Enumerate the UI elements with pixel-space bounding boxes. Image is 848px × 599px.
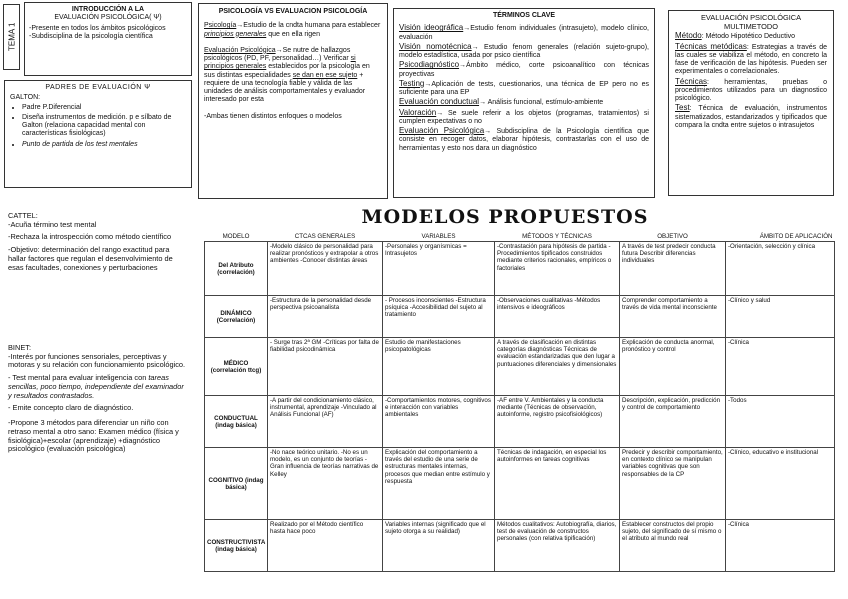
- intro-title-1: INTRODUCCIÓN A LA: [71, 6, 145, 13]
- term: Psicología: [204, 22, 237, 30]
- table-cell: -A partir del condicionamiento clásico, instrumental, aprendizaje -Vinculado al Análisis Funcional (AF): [268, 396, 383, 448]
- table-cell: - Surge tras 2ª GM -Críticas por falta de fiabilidad psicodinámica: [268, 338, 383, 396]
- table-cell: Comprender comportamiento a través de vida mental inconsciente: [620, 296, 726, 338]
- cattel-section: [8, 212, 188, 272]
- term: Visión ideográfica: [399, 23, 464, 33]
- cattel-label: CATTEL:: [8, 211, 38, 220]
- header-cell: ÁMBITO DE APLICACIÓN: [726, 232, 835, 242]
- header-cell: MODELO: [205, 232, 268, 242]
- term: Evaluación conductual: [399, 97, 480, 107]
- terminos-box: [393, 8, 655, 198]
- table-cell: -Modelo clásico de personalidad para realizar pronósticos y extrapolar a otros ambientes -Conocer distintas áreas: [268, 242, 383, 296]
- intro-box: [24, 2, 192, 76]
- termino-item: [399, 108, 649, 127]
- table-row: [205, 520, 835, 572]
- term: Test: [675, 103, 690, 113]
- term: Técnicas: [675, 76, 708, 86]
- row-label: MÉDICO (correlación ttcg): [205, 338, 268, 396]
- table-cell: Realizado por el Método científico hasta hace poco: [268, 520, 383, 572]
- ep-tecnicas-metodicas: [675, 42, 827, 77]
- binet-line: [8, 374, 188, 400]
- galton-label: GALTON:: [10, 94, 41, 102]
- termino-item: [399, 42, 649, 61]
- table-cell: -Personales y organísmicas = Intrasujetos: [383, 242, 495, 296]
- table-row: [205, 396, 835, 448]
- text: + requiere de una tecnología fiable y válida de las unidades de análisis comportamentales y evaluador interesado por esta: [204, 71, 366, 104]
- cattel-line: -Objetivo: determinación del rango exactitud para hallar factores que regulan el desenvolvimiento de esas facultades, conexiones y perturbaciones: [8, 245, 173, 272]
- term: Método: [675, 31, 702, 41]
- term: Psicodiagnóstico: [399, 60, 460, 70]
- term: Evaluación Psicológica: [204, 46, 276, 54]
- table-header-row: [205, 232, 835, 242]
- modelos-heading: MODELOS PROPUESTOS: [361, 206, 649, 228]
- table-cell: Establecer constructos del propio sujeto, del significado de sí mismo o el atributo al mundo real: [620, 520, 726, 572]
- row-label: Del Atributo (correlación): [205, 242, 268, 296]
- table-row: [205, 448, 835, 520]
- table-row: [205, 296, 835, 338]
- intro-title-2: EVALUACIÓN PSICOLÓGICA( Ψ): [54, 14, 162, 22]
- def: → Se suele referir a los objetos (programas, tratamientos) si cumplen expectativas o no: [399, 109, 649, 125]
- ep-tecnicas: [675, 77, 827, 104]
- table-cell: Descripción, explicación, predicción y control de comportamiento: [620, 396, 726, 448]
- vs-psicologia: [204, 22, 382, 39]
- header-cell: VARIABLES: [383, 232, 495, 242]
- binet-line: -Propone 3 métodos para diferenciar un niño con retraso mental a otro sano: Examen médico (física y fisiológica)+escolar (aprendizaje) +diagnóstico psicológico (evaluación psicológica): [8, 418, 179, 454]
- table-cell: A través de clasificación en distintas categorías diagnósticas Técnicas de evaluación estandarizadas que den lugar a puntuaciones diferenciales y dimensionales: [495, 338, 620, 396]
- modelos-table: [204, 232, 835, 572]
- def: →Estudio fenom individuales (intrasujeto), modelo clínico, evaluación: [399, 25, 649, 41]
- table-cell: -Clínico y salud: [726, 296, 835, 338]
- table-cell: - Procesos inconscientes -Estructura psíquica -Accesibilidad del sujeto al tratamiento: [383, 296, 495, 338]
- binet-label: BINET:: [8, 343, 31, 352]
- term: Evaluación Psicológica: [399, 126, 485, 135]
- intro-line-1: -Presente en todos los ámbitos psicológicos: [29, 24, 166, 32]
- row-label: CONSTRUCTIVISTA (indag básica): [205, 520, 268, 572]
- termino-item: [399, 23, 649, 42]
- table-cell: Explicación del comportamiento a través del estudio de una serie de estructuras mentales internas, procesos que median entre estímulo y respuesta: [383, 448, 495, 520]
- vs-ambas: -Ambas tienen distintos enfoques o modelos: [204, 112, 342, 120]
- galton-item: • Diseña instrumentos de medición. p e sílbato de Galton (relaciona capacidad mental con características fisiológicas): [22, 114, 186, 139]
- terminos-list: [399, 23, 649, 153]
- padres-title: PADRES DE EVALUACIÓN Ψ: [45, 84, 151, 91]
- table-cell: Variables internas (significado que el sujeto otorga a su realidad): [383, 520, 495, 572]
- cattel-line: -Acuña término test mental: [8, 219, 97, 229]
- row-label: CONDUCTUAL (indag básica): [205, 396, 268, 448]
- ep-metodo: [675, 31, 827, 41]
- table-cell: -Clínica: [726, 520, 835, 572]
- def: →Ámbito médico, corte psicoanalítico con técnicas proyectivas: [399, 62, 649, 78]
- ep-test: [675, 103, 827, 130]
- text: que en ella rigen: [266, 30, 320, 38]
- term: Técnicas metódicas: [675, 41, 747, 51]
- table-cell: -No nace teórico unitario. -No es un modelo, es un conjunto de teorías -Gran influencia de teorías narrativas de Kelley: [268, 448, 383, 520]
- table-cell: -AF entre V. Ambientales y la conducta mediante (Técnicas de observación, autoinforme, registro psicofisiológicos): [495, 396, 620, 448]
- ep-box: [668, 10, 834, 196]
- text: establecidos por la psicología en sus distintas especialidades: [204, 63, 370, 79]
- intro-line-2: -Subdisciplina de la psicología científica: [29, 32, 153, 40]
- row-label: DINÁMICO (Correlación): [205, 296, 268, 338]
- def: : herramientas, pruebas o procedimientos utilizados para un diagnostico psicológico.: [675, 78, 827, 103]
- table-cell: A través de test predecir conducta futura Describir diferencias individuales: [620, 242, 726, 296]
- table-cell: Explicación de conducta anormal, pronóstico y control: [620, 338, 726, 396]
- ep-title-1: EVALUACIÓN PSICOLÓGICA: [700, 13, 802, 22]
- table-cell: -Orientación, selección y clínica: [726, 242, 835, 296]
- binet-section: [8, 344, 188, 454]
- galton-item: • Punto de partida de los test mentales: [22, 141, 186, 149]
- vs-title: PSICOLOGÍA VS EVALUACION PSICOLOGÍA: [218, 8, 368, 15]
- emph: principios generales: [204, 30, 267, 38]
- termino-item: [399, 126, 649, 153]
- binet-line: -Interés por funciones sensoriales, perceptivas y motoras y su relación con funcionamiento psicológico.: [8, 351, 186, 370]
- table-cell: Estudio de manifestaciones psicopatológicas: [383, 338, 495, 396]
- header-cell: MÉTODOS Y TÉCNICAS: [495, 232, 620, 242]
- emph: si principios generales: [204, 55, 356, 71]
- def: →Aplicación de tests, cuestionarios, una técnica de EP pero no es suficiente para una EP: [399, 80, 649, 96]
- table-cell: Técnicas de indagación, en especial los autoinformes en tareas cognitivas: [495, 448, 620, 520]
- header-cell: OBJETIVO: [620, 232, 726, 242]
- binet-line: - Emite concepto claro de diagnóstico.: [8, 403, 134, 413]
- term: Testing: [399, 78, 425, 88]
- table-cell: -Contrastación para hipótesis de partida -Procedimientos tipificados construidos mediante criterios racionales, empíricos o factoriales: [495, 242, 620, 296]
- text: →Se nutre de hallazgos psicológicos (PD, PF, personalidad…) Verificar: [204, 46, 351, 62]
- binet-italic: tareas sencillas, poco tiempo, independiente del examinador y resultados contrastados.: [8, 373, 184, 400]
- table-cell: -Todos: [726, 396, 835, 448]
- terminos-title: TÉRMINOS CLAVE: [492, 12, 556, 19]
- term: Valoración: [399, 107, 437, 117]
- def: : Método Hipotético Deductivo: [701, 33, 796, 41]
- termino-item: [399, 79, 649, 98]
- row-label: COGNITIVO (indag básica): [205, 448, 268, 520]
- table-cell: -Estructura de la personalidad desde perspectiva psicoanalista: [268, 296, 383, 338]
- galton-list: [10, 104, 186, 149]
- table-row: [205, 338, 835, 396]
- galton-item: • Padre P.Diferencial: [22, 104, 186, 112]
- header-cell: CTCAS GENERALES: [268, 232, 383, 242]
- ep-body: [675, 31, 827, 130]
- termino-item: [399, 97, 649, 107]
- padres-box: [4, 80, 192, 188]
- def: : Estrategias a través de las cuales se viabiliza el método, en concreto la fase de verificación de las hipótesis. Pueden ser experimentales o correlacionales.: [675, 43, 827, 76]
- binet-text: - Test mental para evaluar inteligencia con: [8, 373, 149, 383]
- def: → Estudio fenom generales (relación sujeto-grupo), modelo estadística, usada por psico científica: [399, 43, 649, 59]
- table-cell: Predecir y describir comportamiento, en contexto clínico se manipulan variables cognitivas que son responsables de la CP: [620, 448, 726, 520]
- emph: se dan en ese sujeto: [292, 71, 358, 79]
- def: → Subdisciplina de la Psicología científica que consiste en recoger datos, elaborar hipótesis, contrastarlas con el uso de herramientas y esto nos dara un diagnóstico: [399, 128, 649, 152]
- def: : Técnica de evaluación, instrumentos sistematizados, estandarizados y tipificados que compara la cndta entre sujetos o intrasujetos: [675, 105, 827, 129]
- termino-item: [399, 60, 649, 79]
- table-row: [205, 242, 835, 296]
- table-cell: Métodos cualitativos: Autobiografía, diarios, test de evaluación de constructos personales (con relativa tipificación): [495, 520, 620, 572]
- tema-label: TEMA 1: [7, 22, 17, 51]
- vs-box: [198, 3, 388, 199]
- cattel-line: -Rechaza la introspección como método científico: [8, 232, 172, 242]
- def: → Análisis funcional, estímulo-ambiente: [479, 99, 604, 107]
- table-cell: -Clínico, educativo e institucional: [726, 448, 835, 520]
- table-cell: -Observaciones cualitativas -Métodos intensivos e ideográficos: [495, 296, 620, 338]
- term: Visión nomotécnica: [399, 41, 472, 51]
- tema-tab: [3, 4, 20, 70]
- modelos-table-wrap: [204, 232, 834, 577]
- table-cell: -Clínica: [726, 338, 835, 396]
- vs-evaluacion: [204, 47, 382, 105]
- table-cell: -Comportamientos motores, cognitivos e interacción con variables ambientales: [383, 396, 495, 448]
- ep-title-2: MULTIMETODO: [724, 21, 778, 31]
- text: →Estudio de la cndta humana para establecer: [236, 22, 381, 30]
